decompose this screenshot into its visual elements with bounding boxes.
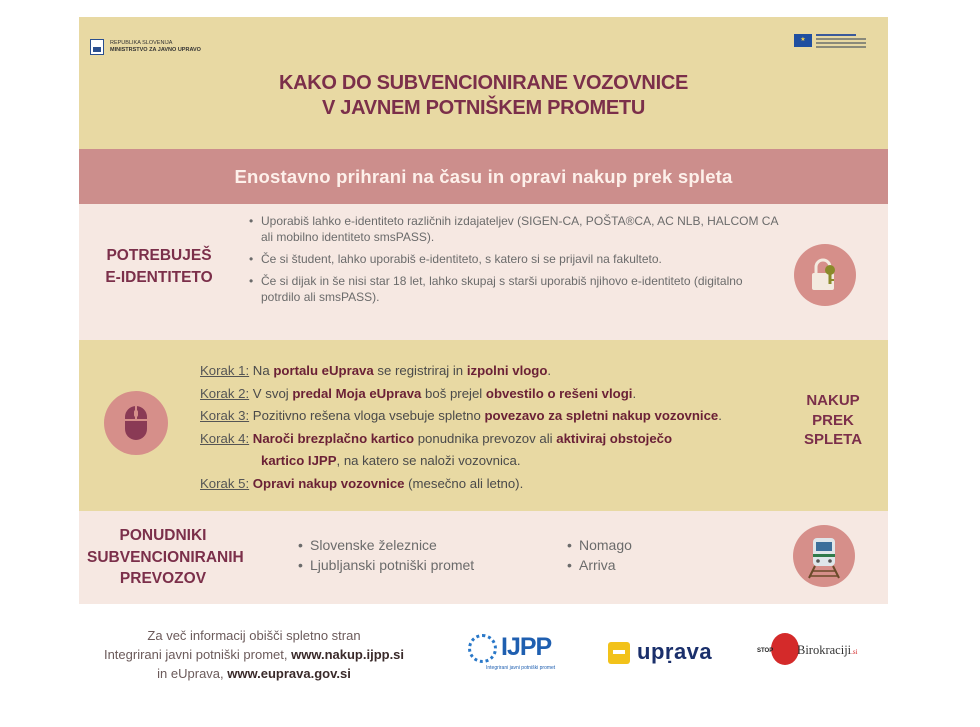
ijpp-link[interactable]: www.nakup.ijpp.si (291, 647, 405, 662)
header-band (79, 17, 888, 149)
euprava-logo: upṛava (608, 638, 734, 670)
euprava-link[interactable]: www.euprava.gov.si (227, 666, 351, 681)
list-item: • Uporabiš lahko e-identiteto različnih izdajateljev (SIGEN-CA, POŠTA®CA, AC NLB, HALCOM CA ali mobilno identiteto smsPASS). (248, 213, 778, 245)
ministry-line1: REPUBLIKA SLOVENIJA (110, 40, 173, 46)
stop-hand-icon (771, 633, 799, 665)
identity-section (79, 204, 888, 340)
providers-section (79, 511, 888, 604)
identity-list (248, 213, 778, 311)
list-item: Korak 5: Opravi nakup vozovnice (mesečno ali letno). (200, 475, 524, 491)
list-item: • Če si dijak in še nisi star 18 let, lahko skupaj s starši uporabiš njihovo e-identiteto (digitalno potrdilo ali smsPASS). (248, 273, 778, 305)
steps-section (79, 340, 888, 511)
infographic (79, 17, 888, 604)
subtitle-band: Enostavno prihrani na času in opravi nakup prek spleta (79, 149, 888, 204)
list-item: • Ljubljanski potniški promet (297, 556, 474, 576)
list-item: kartico IJPP, na katero se naloži vozovnica. (261, 453, 521, 468)
stop-birokraciji-logo: STOP Birokraciji .si (757, 633, 867, 673)
online-purchase-heading: NAKUP PREK SPLETA (803, 392, 863, 448)
providers-list-right (566, 536, 632, 575)
ijpp-logo: IJPP Integrirani javni potniški promet (466, 633, 570, 673)
eu-flag-icon: ★ (794, 34, 812, 47)
eu-funding-logo (794, 34, 866, 50)
ministry-logo (90, 39, 201, 55)
list-item: Korak 4: Naroči brezplačno kartico ponudnika prevozov ali aktiviraj obstoječo (200, 430, 673, 446)
page-title: KAKO DO SUBVENCIONIRANE VOZOVNICE V JAVNEM POTNIŠKEM PROMETU (278, 72, 689, 119)
list-item: Korak 1: Na portalu eUprava se registriraj in izpolni vlogo. (200, 363, 552, 378)
list-item: Korak 2: V svoj predal Moja eUprava boš prejel obvestilo o rešeni vlogi. (200, 385, 637, 401)
key-icon (794, 244, 856, 306)
footer-info: Za več informacij obišči spletno stran Integrirani javni potniški promet, www.nakup.ijpp.si in eUprava, www.euprava.gov.si (103, 628, 405, 681)
providers-list-left (297, 536, 474, 575)
train-icon (793, 525, 855, 587)
identity-heading: POTREBUJEŠ E-IDENTITETO (105, 247, 213, 286)
list-item: Korak 3: Pozitivno rešena vloga vsebuje spletno povezavo za spletni nakup vozovnice. (200, 408, 722, 423)
mouse-icon (104, 391, 168, 455)
ministry-line2: MINISTRSTVO ZA JAVNO UPRAVO (110, 47, 201, 53)
list-item: • Arriva (566, 556, 632, 576)
list-item: • Nomago (566, 536, 632, 556)
providers-heading: PONUDNIKI SUBVENCIONIRANIH PREVOZOV (87, 527, 244, 587)
list-item: • Če si študent, lahko uporabiš e-identiteto, s katero si se prijavil na fakulteto. (248, 251, 778, 267)
steps-list (200, 360, 722, 495)
slovenia-crest-icon (90, 39, 104, 55)
list-item: • Slovenske železnice (297, 536, 474, 556)
